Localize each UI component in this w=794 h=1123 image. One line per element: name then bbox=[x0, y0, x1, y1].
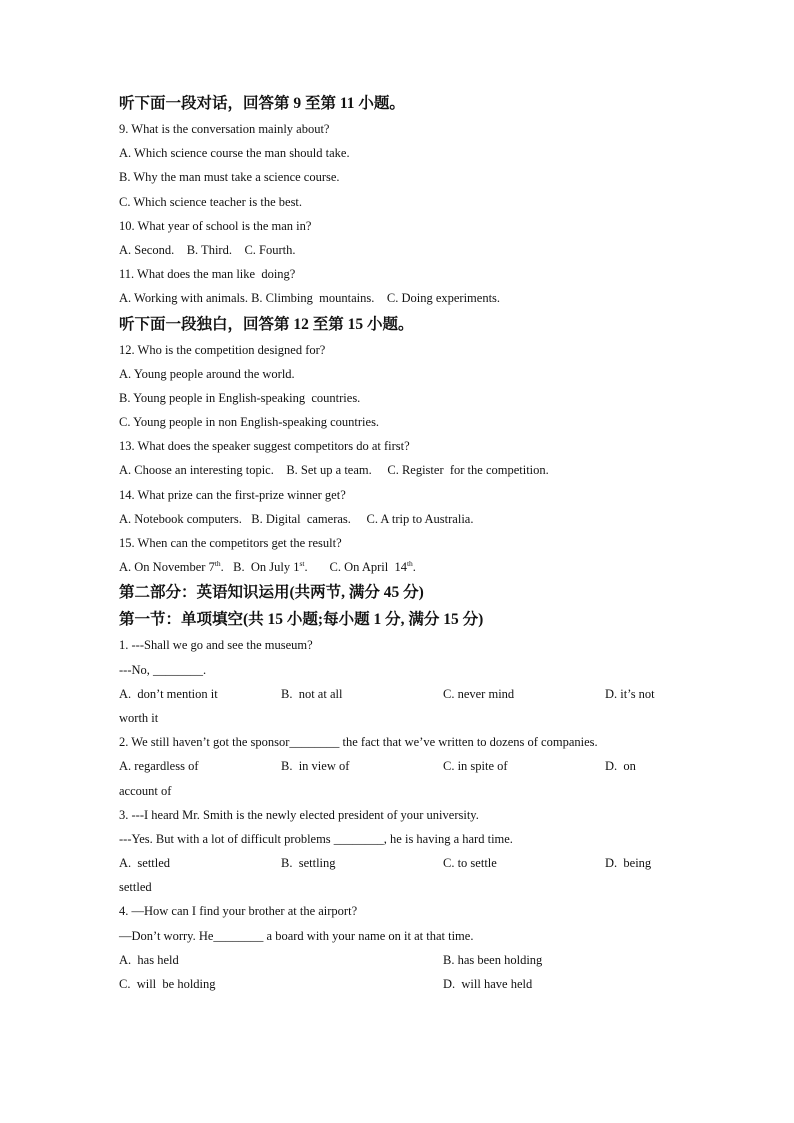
question-12: 12. Who is the competition designed for? bbox=[119, 342, 326, 357]
exam-page bbox=[119, 92, 679, 1000]
grammar-q3-options bbox=[119, 855, 679, 871]
section-1-heading: 第一节：单项填空(共 15 小题;每小题 1 分, 满分 15 分) bbox=[119, 611, 484, 629]
grammar-q2: 2. We still haven’t got the sponsor________ the fact that we’ve written to dozens of companies. bbox=[119, 735, 598, 750]
grammar-q2-option-d: D. on bbox=[605, 759, 636, 774]
question-9: 9. What is the conversation mainly about? bbox=[119, 122, 330, 136]
q15-option-a-suffix: th bbox=[214, 559, 221, 569]
question-14: 14. What prize can the first-prize winner get? bbox=[119, 487, 346, 502]
question-9-option-c: C. Which science teacher is the best. bbox=[119, 194, 303, 209]
grammar-q2-option-a: A. regardless of bbox=[119, 759, 199, 774]
q15-option-b-suffix: st bbox=[299, 559, 305, 569]
grammar-q3-option-c: C. to settle bbox=[443, 856, 497, 871]
q15-option-a: A. On November 7 bbox=[119, 560, 215, 575]
grammar-q1-reply: ---No, ________. bbox=[119, 662, 207, 677]
grammar-q3-option-a: A. settled bbox=[119, 856, 171, 871]
question-11: 11. What does the man like doing? bbox=[119, 267, 296, 282]
grammar-q4-options-row2 bbox=[119, 976, 679, 992]
question-15: 15. When can the competitors get the result? bbox=[119, 536, 342, 550]
grammar-q1-option-c: C. never mind bbox=[443, 686, 515, 701]
q15-option-c-suffix: th bbox=[406, 559, 413, 569]
question-13: 13. What does the speaker suggest competitors do at first? bbox=[119, 439, 410, 454]
grammar-q2-option-b: B. in view of bbox=[281, 759, 350, 774]
question-15-options bbox=[119, 559, 679, 575]
grammar-q4-option-a: A. has held bbox=[119, 952, 179, 967]
grammar-q4-option-c: C. will be holding bbox=[119, 977, 216, 991]
grammar-q4-option-d: D. will have held bbox=[443, 977, 533, 991]
section-heading-listening-12-15: 听下面一段独白，回答第 12 至第 15 小题。 bbox=[119, 315, 414, 333]
grammar-q4-options-row1 bbox=[119, 952, 679, 968]
grammar-q4-option-b: B. has been holding bbox=[443, 952, 543, 967]
grammar-q1-option-d: D. it’s not bbox=[605, 686, 655, 701]
grammar-q2-option-c: C. in spite of bbox=[443, 759, 508, 774]
question-12-option-a: A. Young people around the world. bbox=[119, 366, 295, 381]
grammar-q3-reply: ---Yes. But with a lot of difficult problems ________, he is having a hard time. bbox=[119, 831, 513, 846]
grammar-q3: 3. ---I heard Mr. Smith is the newly elected president of your university. bbox=[119, 807, 479, 822]
q15-end: . bbox=[412, 560, 416, 575]
grammar-q1: 1. ---Shall we go and see the museum? bbox=[119, 638, 313, 653]
grammar-q1-options bbox=[119, 686, 679, 702]
question-14-options: A. Notebook computers. B. Digital cameras. C. A trip to Australia. bbox=[119, 511, 474, 526]
q15-option-b: . B. On July 1 bbox=[220, 560, 300, 575]
question-12-option-c: C. Young people in non English-speaking countries. bbox=[119, 415, 380, 430]
section-heading-listening-9-11: 听下面一段对话，回答第 9 至第 11 小题。 bbox=[119, 95, 405, 112]
grammar-q1-option-b: B. not at all bbox=[281, 686, 343, 701]
grammar-q4-reply: —Don’t worry. He________ a board with your name on it at that time. bbox=[119, 928, 474, 943]
part-2-heading: 第二部分：英语知识运用(共两节, 满分 45 分) bbox=[119, 584, 424, 602]
question-13-options: A. Choose an interesting topic. B. Set up a team. C. Register for the competition. bbox=[119, 463, 549, 478]
grammar-q1-option-d-wrap: worth it bbox=[119, 710, 159, 725]
question-12-option-b: B. Young people in English-speaking countries. bbox=[119, 390, 361, 405]
grammar-q1-option-a: A. don’t mention it bbox=[119, 686, 218, 701]
question-10: 10. What year of school is the man in? bbox=[119, 218, 312, 233]
q15-option-c: . C. On April 14 bbox=[304, 560, 407, 575]
question-9-option-b: B. Why the man must take a science course. bbox=[119, 170, 340, 185]
grammar-q3-option-d-wrap: settled bbox=[119, 880, 152, 895]
grammar-q2-option-d-wrap: account of bbox=[119, 783, 172, 798]
question-11-options: A. Working with animals. B. Climbing mountains. C. Doing experiments. bbox=[119, 291, 501, 306]
grammar-q2-options bbox=[119, 758, 679, 774]
question-10-options: A. Second. B. Third. C. Fourth. bbox=[119, 242, 296, 257]
grammar-q3-option-b: B. settling bbox=[281, 856, 336, 871]
grammar-q3-option-d: D. being bbox=[605, 856, 652, 871]
grammar-q4: 4. —How can I find your brother at the airport? bbox=[119, 904, 358, 919]
question-9-option-a: A. Which science course the man should take. bbox=[119, 146, 350, 161]
